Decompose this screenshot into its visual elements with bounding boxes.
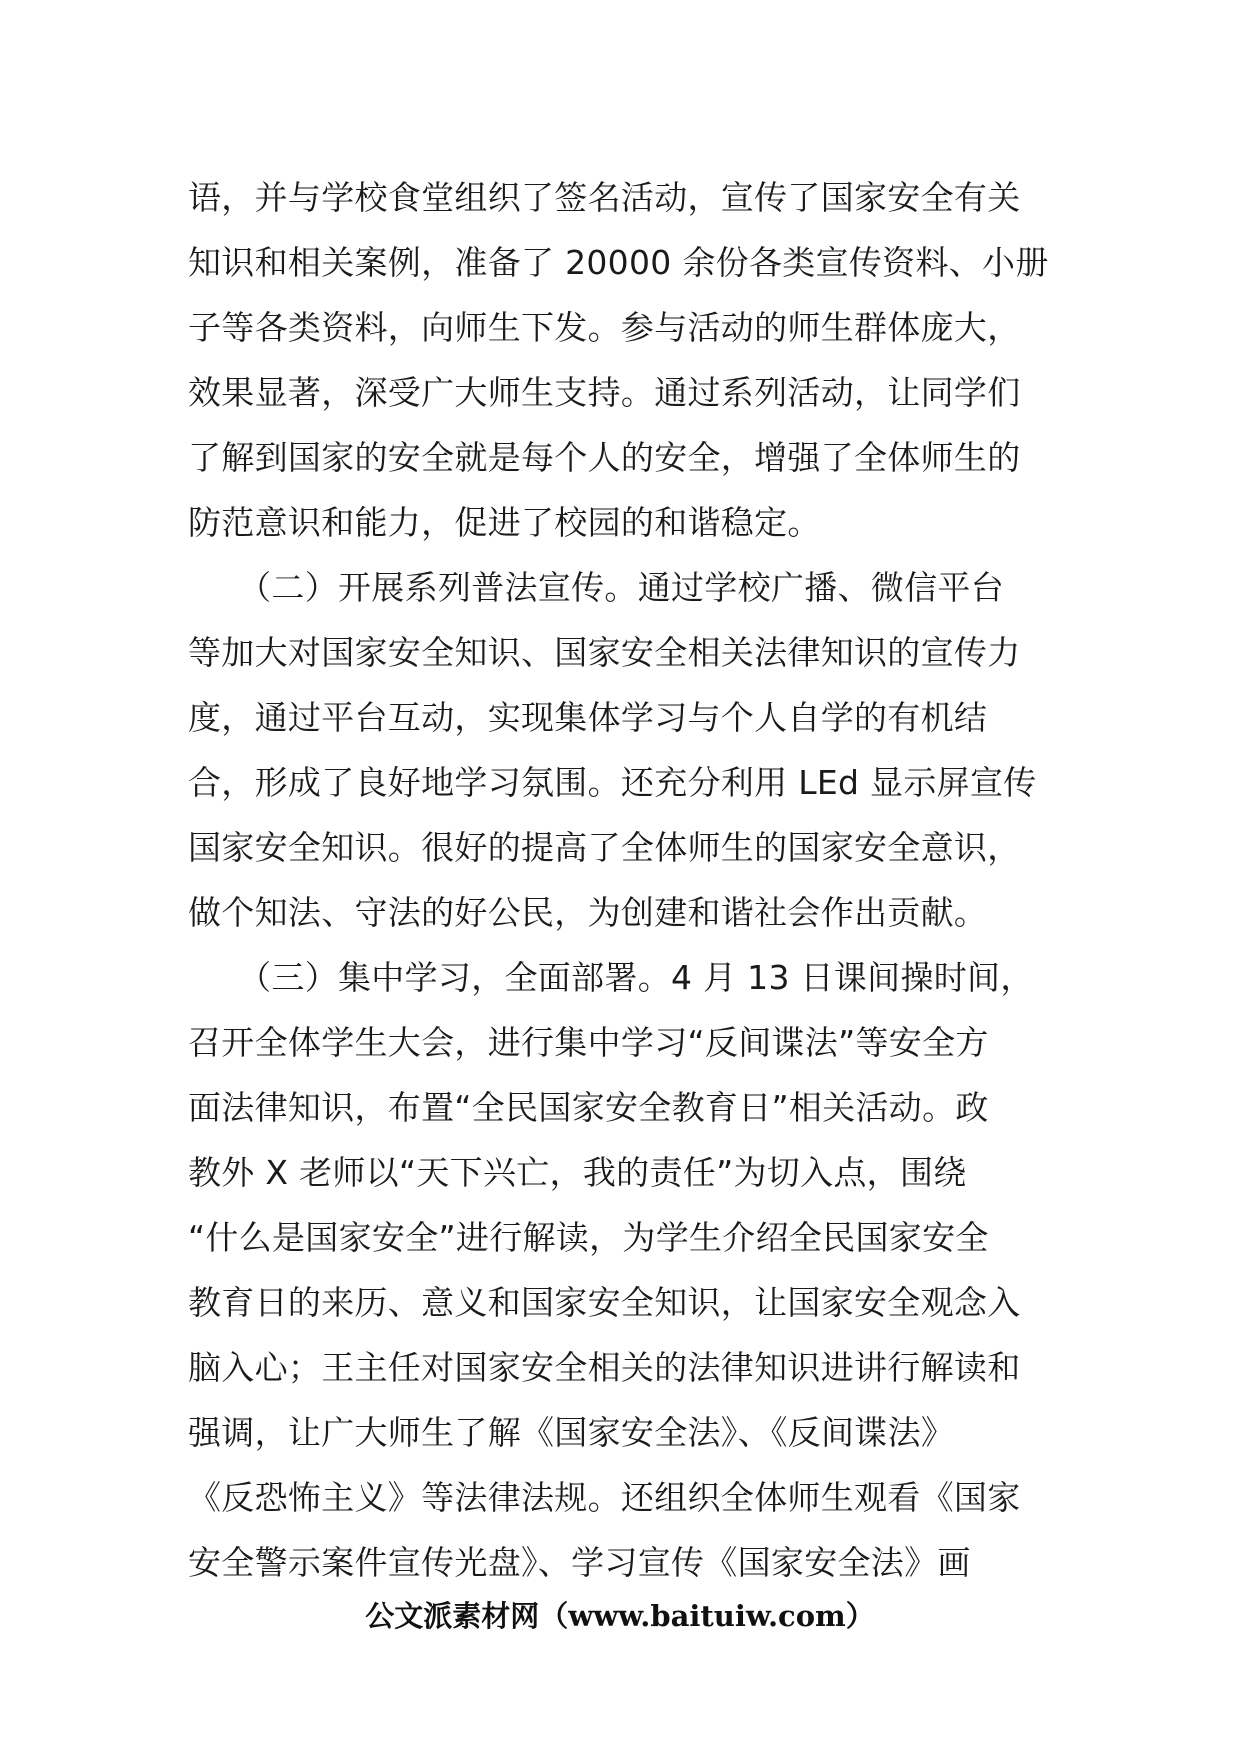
text-line: 强调，让广大师生了解《国家安全法》、《反间谍法》 — [188, 1413, 955, 1452]
text-line: 召开全体学生大会，进行集中学习“反间谍法”等安全方 — [188, 1023, 989, 1062]
text-line: 效果显著，深受广大师生支持。通过系列活动，让同学们 — [188, 373, 1021, 412]
text-line: 安全警示案件宣传光盘》、学习宣传《国家安全法》画 — [188, 1543, 971, 1582]
text-line: 脑入心；王主任对国家安全相关的法律知识进讲行解读和 — [188, 1348, 1021, 1387]
text-line: 《反恐怖主义》等法律法规。还组织全体师生观看《国家 — [188, 1478, 1021, 1517]
text-line: 度，通过平台互动，实现集体学习与个人自学的有机结 — [188, 698, 988, 737]
text-line: 教育日的来历、意义和国家安全知识，让国家安全观念入 — [188, 1283, 1021, 1322]
text-line: 教外 X 老师以“天下兴亡，我的责任”为切入点，围绕 — [188, 1153, 967, 1192]
text-line: 面法律知识，布置“全民国家安全教育日”相关活动。政 — [188, 1088, 989, 1127]
footer-watermark: 公文派素材网（www.baituiw.com） — [365, 1599, 875, 1633]
text-line: 等加大对国家安全知识、国家安全相关法律知识的宣传力 — [188, 633, 1021, 672]
text-line: 做个知法、守法的好公民，为创建和谐社会作出贡献。 — [188, 893, 988, 932]
text-line: “什么是国家安全”进行解读，为学生介绍全民国家安全 — [188, 1218, 989, 1257]
text-line: 知识和相关案例，准备了 20000 余份各类宣传资料、小册 — [188, 243, 1049, 282]
body-text — [188, 165, 1068, 1595]
text-line: 国家安全知识。很好的提高了全体师生的国家安全意识， — [188, 828, 1021, 867]
text-line: （三）集中学习，全面部署。4 月 13 日课间操时间， — [188, 958, 1034, 997]
text-line: （二）开展系列普法宣传。通过学校广播、微信平台 — [188, 568, 1004, 607]
text-line: 防范意识和能力，促进了校园的和谐稳定。 — [188, 503, 821, 542]
text-line: 了解到国家的安全就是每个人的安全，增强了全体师生的 — [188, 438, 1021, 477]
text-line: 子等各类资料，向师生下发。参与活动的师生群体庞大， — [188, 308, 1021, 347]
text-line: 语，并与学校食堂组织了签名活动，宣传了国家安全有关 — [188, 178, 1021, 217]
text-line: 合，形成了良好地学习氛围。还充分利用 LEd 显示屏宣传 — [188, 763, 1037, 802]
